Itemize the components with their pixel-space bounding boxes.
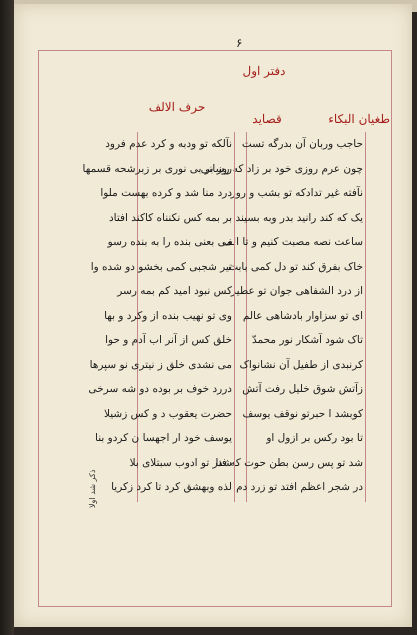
verse-line: می بعنی بنده را به بنده رسو bbox=[107, 236, 232, 248]
verse-line: وی تو نهیب بنده از وکرد و بها bbox=[104, 309, 232, 322]
verse-line: خاک بفرق کند تو دل کمی بابت bbox=[228, 260, 363, 273]
verse-line: بر بمه کس نکنناه کاکند افتاد bbox=[108, 211, 232, 224]
verse-line: ساعت نصه مصبت کنیم و تا الف bbox=[222, 236, 363, 248]
verse-line: لذه وبهشق کرد تا کرد زکریا bbox=[111, 481, 232, 493]
book-spine bbox=[0, 0, 14, 635]
verse-line: زآتش شوق خلیل رفت آتش bbox=[242, 383, 363, 395]
verse-line: درد منا شد و کرده بهست ملوا bbox=[100, 187, 232, 199]
verse-line: چون عرم روزی خود بر زاد که رسانی bbox=[200, 162, 363, 175]
verse-line: در شجر اعظم افتد تو زرد دم bbox=[236, 481, 363, 493]
verse-line: حضرت یعقوب د و کس زشیلا bbox=[103, 407, 232, 420]
verse-line: ای تو سزاوار بادشاهی عالم bbox=[242, 309, 363, 322]
verse-line: نآفته غیر تدادکه تو بشب و روز bbox=[230, 187, 363, 199]
verse-line: تاک شود آشکار نور محمدّ bbox=[252, 334, 363, 346]
heading-right: طغیان البکاء bbox=[328, 112, 390, 126]
folio-number: ۶ bbox=[236, 36, 243, 50]
section-title: دفتر اول bbox=[242, 64, 286, 78]
verse-line: حاجب وربان آن بدرگه تست bbox=[241, 138, 363, 150]
verse-line: می نشدی خلق ز نیتری نو سپرها bbox=[89, 358, 232, 371]
verse-line: خلق کس از آنر اب آدم و حوا bbox=[105, 334, 232, 346]
heading-center: قصاید bbox=[252, 112, 282, 126]
margin-note: ذکر شد اولا bbox=[88, 470, 97, 509]
verse-line: شدر تو ادوب سبتلای بلا bbox=[129, 456, 232, 469]
verse-column-right bbox=[200, 132, 366, 502]
verse-line: دررد خوف بر بوده دو شه سرخی bbox=[88, 383, 232, 395]
verse-line: نآلکه تو ودبه و کرد عدم فرود bbox=[105, 138, 232, 150]
verse-line: تیر شجبی کمی بخشو دو شده وا bbox=[90, 260, 232, 273]
verse-line: از درد الشفاهی جوان تو عطیر bbox=[230, 285, 363, 297]
verse-line: کس نبود امید کم بمه رسر bbox=[117, 285, 232, 297]
verse-line: تا بود رکس بر ازول او bbox=[266, 432, 363, 444]
verse-line: یک که کند رانید بدر وبه بسیند bbox=[235, 211, 363, 224]
verse-line: کوبشد ا حبرتو نوقف یوسف bbox=[242, 407, 363, 420]
verse-line: شد تو پس رسن بطن حوت که فنا bbox=[215, 456, 363, 469]
verse-line: روز بر بی نوری بر زبرشحه قسمها bbox=[82, 162, 232, 175]
verse-line: یوسف خود ار اجهسا ن کردو بنا bbox=[95, 432, 232, 444]
verse-line: کرنبدی از طفیل آن نشانواک bbox=[239, 358, 363, 371]
heading-left: حرف الالف bbox=[148, 100, 206, 114]
